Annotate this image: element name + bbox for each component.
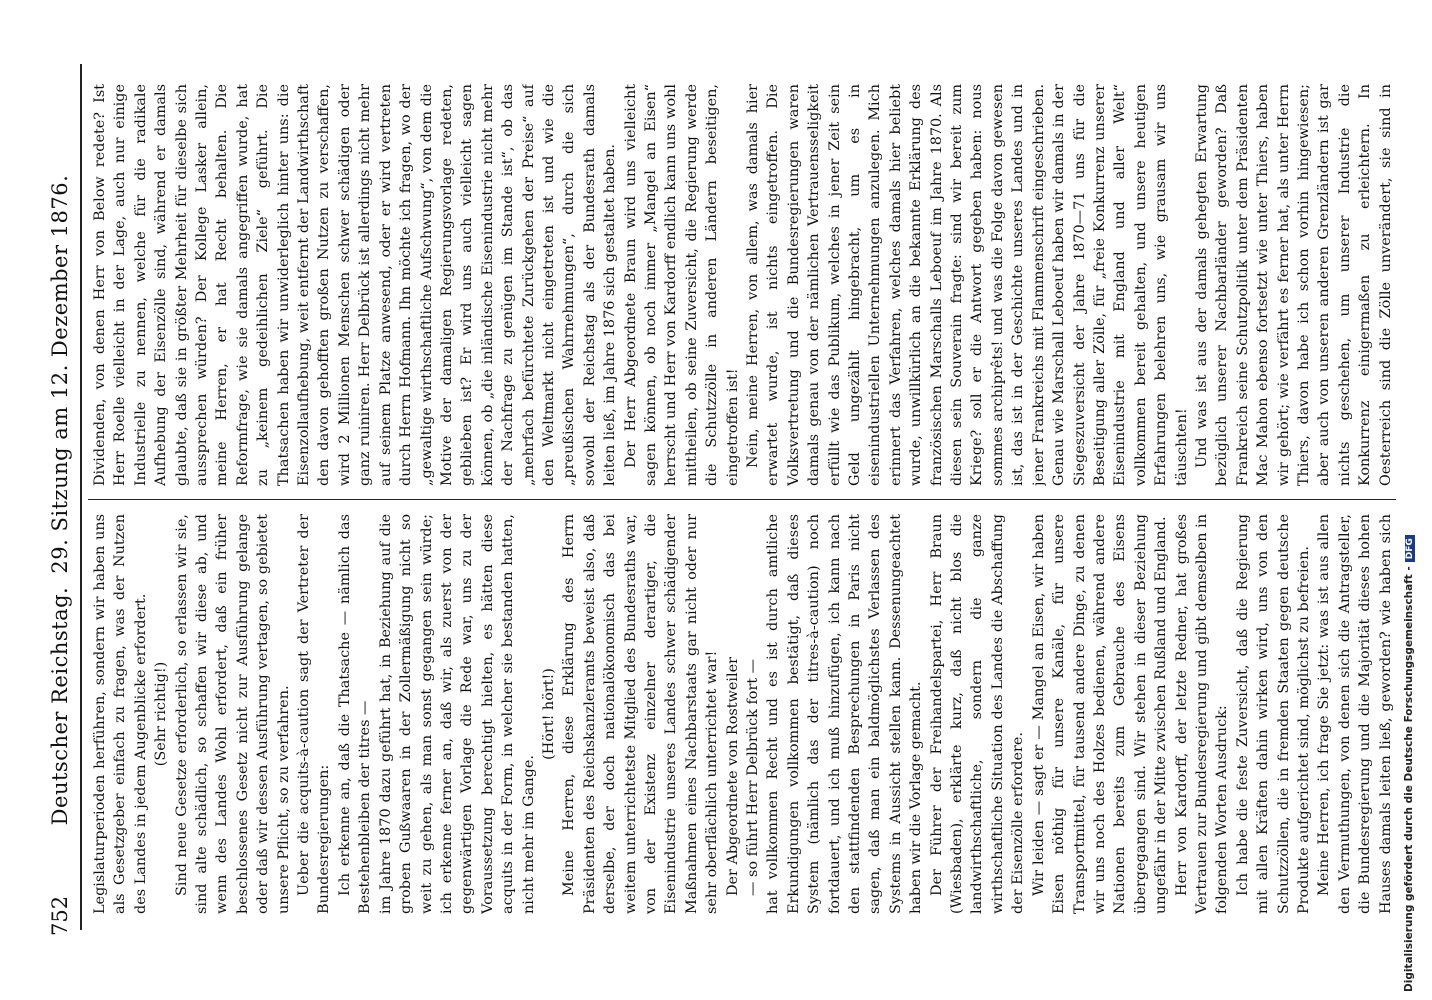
paragraph: Und was ist aus der damals gehegten Erwartung bezüglich unserer Nachbarländer geworden? Daß Frankreich seine Schutzpolitik unter dem Präsidenten Mac Mahon ebenso fortsetzt wie unter Thiers, haben wir gehört; wie verfährt es ferner hat, als unter Herrn Thiers, davon habe ich schon vorhin hingewiesen; aber auch von unseren anderen Grenzländern ist gar nichts geschehen, um unserer Industrie die Konkurrenz einigermaßen zu erleichtern. In Oesterreich sind die Zölle unverändert, sie sind in <box>1193 84 1394 486</box>
interjection: (Hört! hört!) <box>540 668 557 760</box>
quote: hat vollkommen Recht und es ist durch amtliche Erkundigungen vollkommen bestätigt, daß dieses System (nämlich das der titres-à-caution) noch fortdauert, und ich muß hinzufügen, ich kann nach den stattfindenden Besprechungen in Paris nicht sagen, daß man ein baldmöglichstes Verlassen des Systems in Aussicht stellen kann. Dessenungeachtet haben wir die Vorlage gemacht. <box>765 514 925 914</box>
page-title <box>48 60 72 940</box>
right-column <box>90 84 1396 486</box>
paragraph: Ueber die acquits-à-caution sagt der Vertreter der Bundesregierungen: <box>296 514 333 914</box>
publication-name: Deutscher Reichstag. <box>48 586 72 826</box>
paragraph: Meine Herren, ich frage Sie jetzt: was ist aus allen den Vermuthungen, von denen sich die Antragsteller, die Bundesregierung und die Majorität dieses hohen Hauses damals leiten ließ, geworden? wie haben sich <box>1316 514 1394 914</box>
quote-intro: — so führt Herr Delbrück fort — <box>745 658 761 896</box>
quote: Ich habe die feste Zuversicht, daß die Regierung mit allen Kräften dahin wirken wird, uns von den Schutzzöllen, die in fremden Staaten gegen deutsche Produkte aufgerichtet sind, möglichst zu befreien. <box>1234 514 1312 914</box>
page-number: 752 <box>48 895 72 936</box>
paragraph: Der Herr Abgeordnete Braun wird uns vielleicht sagen können, ob noch immer „Mangel an Eisen“ herrscht und Herr von Kardorff endlich kann uns wohl mittheilen, ob seine Zuversicht, die Regierung werde die Schutzzölle in anderen Ländern beseitigen, eingetroffen ist! <box>622 84 741 486</box>
quote: im Jahre 1870 dazu geführt hat, in Beziehung auf die groben Gußwaaren in der Zollermäßigung nicht so weit zu gehen, als man sonst gegangen sein würde; ich erkenne ferner an, daß wir, als zuerst von der gegenwärtigen Vorlage die Rede war, uns zu der Voraussetzung berechtigt hielten, es hätten diese acquits in der Form, in welcher sie bestanden hatten, nicht mehr im Gange. <box>377 514 537 914</box>
page-header <box>40 60 80 940</box>
paragraph: Herr von Kardorff, der letzte Redner, hat großes Vertrauen zur Bundesregierung und gibt demselben in folgenden Worten Ausdruck: <box>1173 514 1231 914</box>
session-date: 29. Sitzung am 12. Dezember 1876. <box>48 174 72 574</box>
paragraph: Meine Herren, diese Erklärung des Herrn Präsidenten des Reichskanzleramts beweist also, daß derselbe, der doch nationalökonomisch das bei weitem unterrichtetste Mitglied des Bundesraths war, von der Existenz einzelner derartiger, die Eisenindustrie unseres Landes schwer schädigender Maßnahmen eines Nachbarstaats gar nicht oder nur sehr oberflächlich unterrichtet war! <box>561 514 721 914</box>
paragraph: Dividenden, von denen Herr von Below redete? Ist Herr Roelle vielleicht in der Lage, auch nur einige Industrielle zu nennen, welche für die radikale Aufhebung der Eisenzölle sind, während er damals glaubte, daß sie in größter Mehrheit für dieselbe sich aussprechen würden? Der Kollege Lasker allein, meine Herren, er hat Recht behalten. Die Reformfrage, wie sie damals angegriffen wurde, hat zu „keinem gedeihlichen Ziele“ geführt. Die Thatsachen haben wir unwiderleglich hinter uns: die Eisenzollaufhebung, weit entfernt der Landwirthschaft den davon gehofften großen Nutzen zu verschaffen, wird 2 Millionen Menschen schwer schädigen oder ganz ruiniren. Herr Delbrück ist allerdings nicht mehr auf seinem Platze anwesend, oder er wird vertreten durch Herrn Hofmann. Ihn möchte ich fragen, wo der „gewaltige wirthschaftliche Aufschwung“, von dem die Motive der damaligen Regierungsvorlage redeten, geblieben ist? Er wird uns auch vielleicht sagen können, ob „die inländische Eisenindustrie nicht mehr der Nachfrage zu genügen im Stande ist“, ob das „mehrfach befürchtete Zurückgehen der Preise“ auf den Weltmarkt nicht eingetreten ist und wie die „preußischen Wahrnehmungen“, durch die sich sowohl der Reichstag als der Bundesrath damals leiten ließ, im Jahre 1876 sich gestaltet haben. <box>92 84 619 486</box>
left-column <box>90 514 1396 914</box>
interjection: (Sehr richtig!) <box>153 661 170 767</box>
dfg-logo: DFG <box>1405 535 1415 562</box>
paragraph: Der Abgeordnete von Rostweiler <box>724 657 741 896</box>
column-divider <box>88 499 1396 500</box>
credit-text: Digitalisierung gefördert durch die Deutsche Forschungsgemeinschaft - <box>1403 566 1415 992</box>
paragraph: Nein, meine Herren, von allem, was damals hier erwartet wurde, ist nichts eingetroffen. Die Volksvertretung und die Bundesregierungen waren damals genau von der nämlichen Vertrauensseligkeit erfüllt wie das Publikum, welches in jener Zeit sein Geld ungezählt hingebracht, um es in eisenindustriellen Unternehmungen anzulegen. Mich erinnert das Verfahren, welches damals hier beliebt wurde, unwillkürlich an die bekannte Erklärung des französischen Marschalls Leboeuf im Jahre 1870. Als diesen sein Souverain fragte: sind wir bereit zum Kriege? soll er die Antwort gegeben haben: nous sommes archiprêts! und was die Folge davon gewesen ist, das ist in der Geschichte unseres Landes und in jener Frankreichs mit Flammenschrift eingeschrieben. Genau wie Marschall Leboeuf haben wir damals in der Siegeszuversicht der Jahre 1870—71 uns für die Beseitigung aller Zölle, für „freie Konkurrenz unserer Eisenindustrie mit England und aller Welt“ vollkommen bereit gehalten, und unsere heutigen Erfahrungen belehren uns, wie grausam wir uns täuschten! <box>745 84 1190 486</box>
paragraph: Legislaturperioden herführen, sondern wir haben uns als Gesetzgeber einfach zu fragen, was der Nutzen des Landes in jedem Augenblicke erfordert. <box>92 514 149 914</box>
paragraph: Sind neue Gesetze erforderlich, so erlassen wir sie, sind alte schädlich, so schaffen wir diese ab, und wenn des Landes Wohl erfordert, daß ein früher beschlossenes Gesetz nicht zur Ausführung gelange oder daß wir dessen Ausführung vertagen, so gebietet unsere Pflicht, so zu verfahren. <box>173 514 292 914</box>
header-rule <box>80 64 82 930</box>
quote-intro: Ich erkenne an, daß die Thatsache — nämlich das Bestehenbleiben der titres — <box>336 514 374 914</box>
paragraph: Der Führer der Freihandelspartei, Herr Braun (Wiesbaden), erklärte kurz, daß nicht blos die landwirthschaftliche, sondern die ganze wirthschaftliche Situation des Landes die Abschaffung der Eisenzölle erfordere. <box>928 514 1027 914</box>
digitization-credit <box>1403 2 1415 992</box>
quote: Wir leiden — sagt er — Mangel an Eisen, wir haben Eisen nöthig für unsere Kanäle, für unsere Transportmittel, für tausend andere Dinge, zu denen wir uns noch des Holzes bedienen, während andere Nationen bereits zum Gebrauche des Eisens übergegangen sind. Wir stehen in dieser Beziehung ungefähr in der Mitte zwischen Rußland und England. <box>1030 514 1170 914</box>
